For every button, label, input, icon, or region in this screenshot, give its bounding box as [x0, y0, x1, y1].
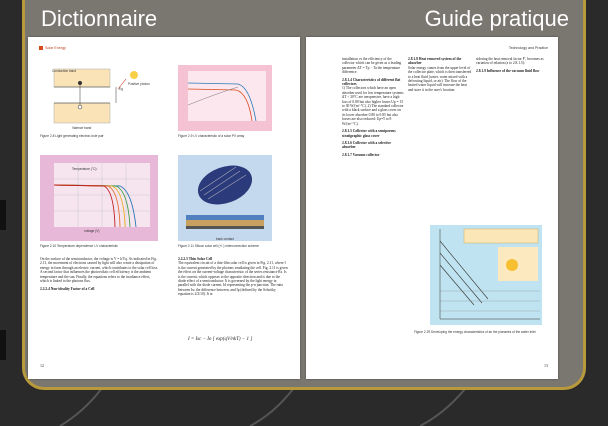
temperature-iv-figure: [40, 155, 158, 241]
right-col1-items: 1) The collectors which have an open absorber used for low temperature systems ΔT < 30°C are inexpensive, have a high loss of 0.80 but also higher losses Up = 15 to 30 W/(m²·°C). 2) The standard collector with a black surface and a glass cover on its lower absorber 0.80 to 0.85 but also losses are also reduced: Up=5 to 8 W/(m²·°C).: [342, 86, 404, 126]
left-page-number: 12: [40, 363, 44, 368]
band-diagram-figure: [40, 65, 156, 133]
right-page: [306, 37, 558, 379]
running-head-right: Technology and Practice: [508, 46, 548, 50]
right-col1-heading2: 2.8.1.5 Collector with a semiporous stratigraphic glass cover: [342, 129, 396, 138]
fig1-label-valence: Valence band: [72, 126, 92, 130]
right-column-1: [342, 57, 404, 157]
left-col2-heading: 2.2.2.5 Thin Solar Cell: [178, 257, 213, 261]
right-col1-heading4: 2.8.1.7 Vacuum collector: [342, 152, 380, 157]
fig1-label-photon: Positive photon: [128, 82, 150, 86]
left-col1-heading: 2.2.2.4 Non-ideality Factor of a Cell: [40, 287, 95, 292]
fig3-caption: Figure 2.10 Temperature dependence I-V characteristic: [40, 244, 118, 248]
left-column-2: [178, 257, 288, 297]
practical-guide-title: Guide pratique: [424, 6, 569, 31]
fig3-xlabel: voltage (V): [84, 229, 100, 233]
right-col1-text: installation vs the efficiency of the collector which can be given as a leading parameter ΔT = Tp − Ta the temperature difference.: [342, 57, 402, 75]
left-column-1: [40, 257, 158, 292]
fig2-caption: Figure 2.9 I-V characteristic of a solar PV array: [178, 134, 245, 138]
dictionary-title: Dictionnaire: [41, 6, 158, 31]
fig1-label-eg: Eg: [119, 87, 123, 91]
solar-cell-figure: [178, 155, 272, 241]
fig3-legend-title: Temperature (°C):: [72, 167, 98, 171]
right-page-number: 13: [544, 363, 548, 368]
right-col2-text: Solar energy comes from the upper level of the collector plate, which is then transferred to a heat fluid (water, water mixed with a defrosting liquid, or air). The flow of the heated water liquid will increase the heat and store it in the user's location.: [408, 65, 472, 92]
fig1-caption: Figure 2.8 Light generating electron-hole pair: [40, 134, 104, 138]
collector-efficiency-diagram: [430, 225, 542, 325]
right-col3-heading: 2.8.1.9 Influence of the vacuum fluid flow: [476, 68, 540, 73]
right-figure-caption: Figure 2.29 Developing the energy characteristics of an the planaries of the water inlet: [414, 330, 536, 334]
right-col3-text: sidering the heat removal factor F′, becomes as variation of relation (a to 2.8.1.5):: [476, 57, 544, 66]
running-head-left: Solar Energy: [39, 46, 66, 50]
left-col1-text: On the surface of the semiconductor, the voltage is V = kT/q. As indicated in Fig. 2.11, the movement of electrons caused by light will also create a dissipation of energy in form through an electric current, which contributes to the solar cell loss. A second factor that influences the photovoltaic cell efficiency is the ambient temperature and the sun. Finally, the equations refers to the irradiance effect, which is linked to the photons flux.: [40, 257, 158, 284]
right-col1-heading1: 2.8.1.4 Characteristics of different flat collectors: [342, 77, 401, 87]
section-marker-icon: [39, 46, 43, 50]
left-col2-text: The equivalent circuit of a thin-film solar cell is given in Fig. 2.11, where I is the current generated by the photons irradiating the cell. Fig. 2.11 is given the effect on the current-voltage characteristic of the series resistance Rs. Is is the current, which opposes to the opposite direction and is due to the diode effect of a semiconductor. It is governed by the light energy in parallel with the diode current, Id representing the p-n junction. The ratio between Isc the difference between, and Ip (defined by the Schottky equation is 2/2/10). It is:: [178, 261, 288, 297]
diode-equation: I = Isc − Io [ exp(qV/nkT) − 1 ]: [188, 337, 253, 342]
fig4-caption: Figure 2.11 Silicon solar cell (+/-) interconnection scheme: [178, 244, 259, 248]
right-column-3: [476, 57, 546, 73]
iv-curve-figure: [178, 65, 272, 131]
right-col2-heading: 2.8.1.8 Heat removed system of the absorber: [408, 57, 462, 66]
fig4-label-backcontact: back contact: [216, 237, 234, 241]
right-col1-heading3: 2.8.1.6 Collector with a selective absorber: [342, 140, 391, 150]
fig1-label-conduction: Conduction band: [52, 69, 77, 73]
right-column-2: [408, 57, 472, 92]
left-page: [28, 37, 300, 379]
